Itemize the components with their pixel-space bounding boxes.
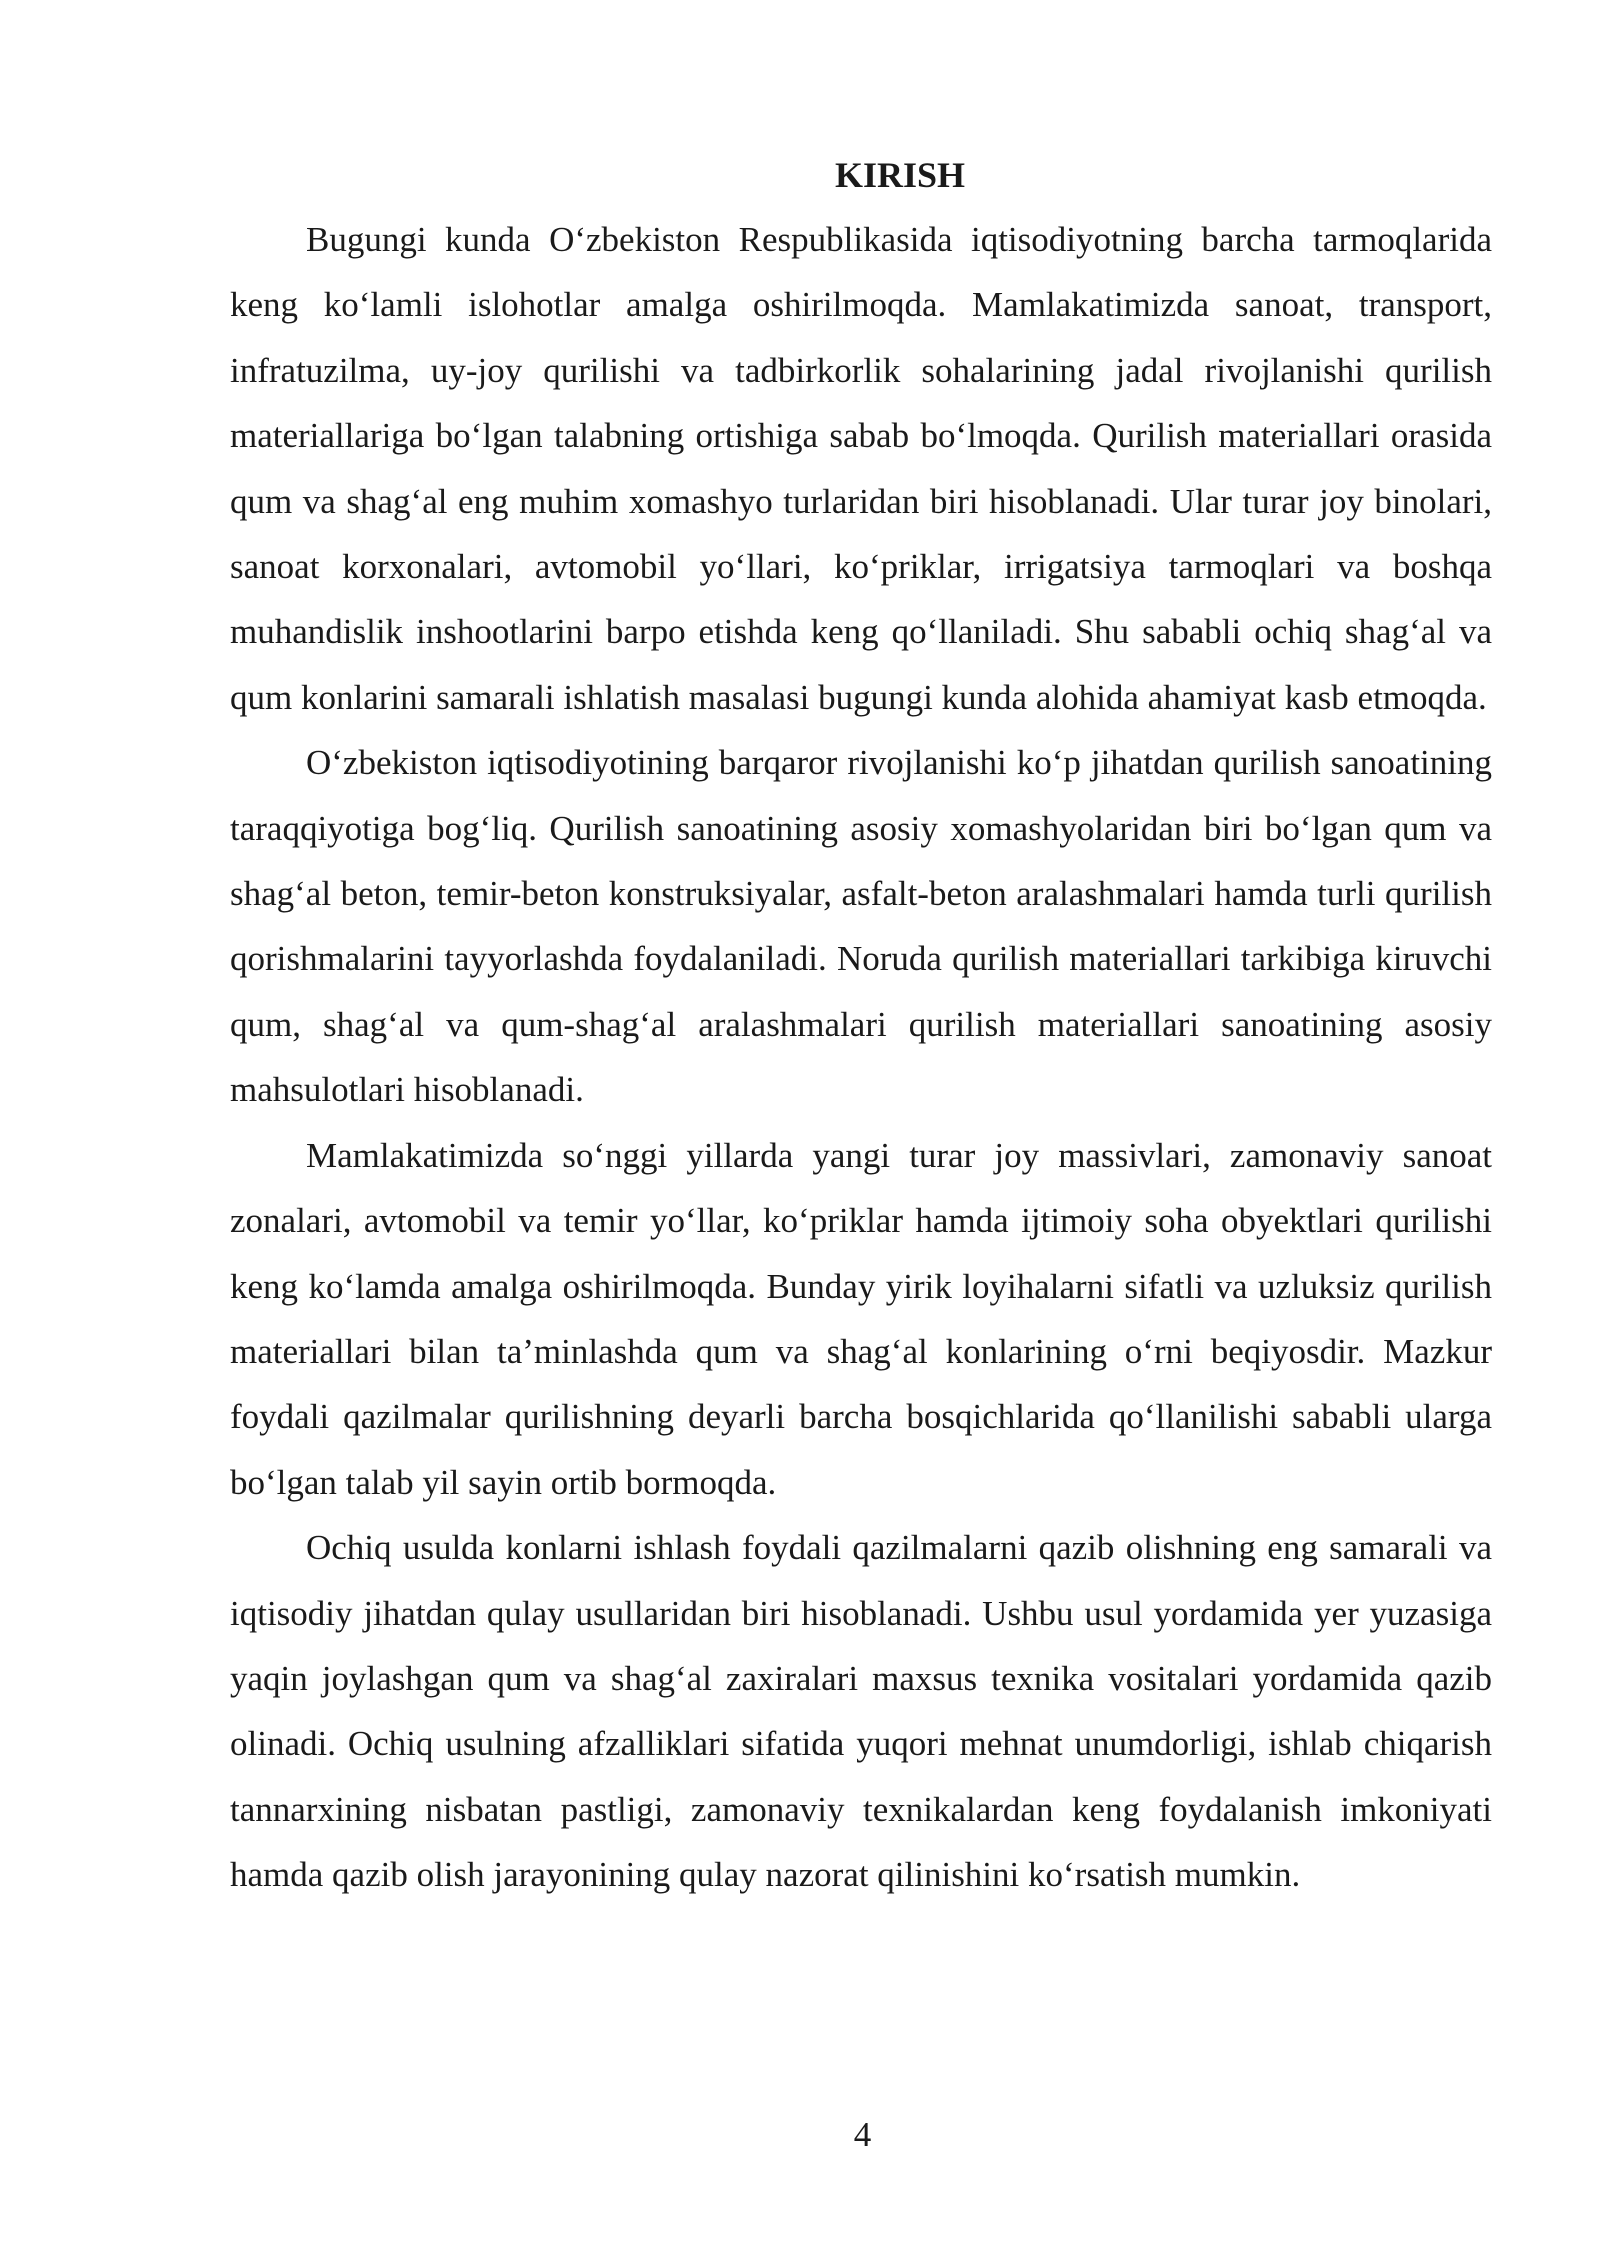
document-body <box>230 207 1492 1908</box>
page-title: KIRISH <box>834 155 966 195</box>
paragraph: Ochiq usulda konlarni ishlash foydali qazilmalarni qazib olishning eng samarali va iqtisodiy jihatdan qulay usullaridan biri hisoblanadi. Ushbu usul yordamida yer yuzasiga yaqin joylashgan qum va shag‘al zaxiralari maxsus texnika vositalari yordamida qazib olinadi. Ochiq usulning afzalliklari sifatida yuqori mehnat unumdorligi, ishlab chiqarish tannarxining nisbatan pastligi, zamonaviy texnikalardan keng foydalanish imkoniyati hamda qazib olish jarayonining qulay nazorat qilinishini ko‘rsatish mumkin. <box>230 1528 1492 1895</box>
paragraph: Mamlakatimizda so‘nggi yillarda yangi turar joy massivlari, zamonaviy sanoat zonalari, avtomobil va temir yo‘llar, ko‘priklar hamda ijtimoiy soha obyektlari qurilishi keng ko‘lamda amalga oshirilmoqda. Bunday yirik loyihalarni sifatli va uzluksiz qurilish materiallari bilan ta’minlashda qum va shag‘al konlarining o‘rni beqiyosdir. Mazkur foydali qazilmalar qurilishning deyarli barcha bosqichlarida qo‘llanilishi sababli ularga bo‘lgan talab yil sayin ortib bormoqda. <box>230 1135 1492 1502</box>
page-number: 4 <box>853 2115 872 2154</box>
paragraph: Bugungi kunda O‘zbekiston Respublikasida iqtisodiyotning barcha tarmoqlarida keng ko‘lamli islohotlar amalga oshirilmoqda. Mamlakatimizda sanoat, transport, infratuzilma, uy-joy qurilishi va tadbirkorlik sohalarining jadal rivojlanishi qurilish materiallariga bo‘lgan talabning ortishiga sabab bo‘lmoqda. Qurilish materiallari orasida qum va shag‘al eng muhim xomashyo turlaridan biri hisoblanadi. Ular turar joy binolari, sanoat korxonalari, avtomobil yo‘llari, ko‘priklar, irrigatsiya tarmoqlari va boshqa muhandislik inshootlarini barpo etishda keng qo‘llaniladi. Shu sababli ochiq shag‘al va qum konlarini samarali ishlatish masalasi bugungi kunda alohida ahamiyat kasb etmoqda. <box>230 220 1492 717</box>
paragraph: O‘zbekiston iqtisodiyotining barqaror rivojlanishi ko‘p jihatdan qurilish sanoatining taraqqiyotiga bog‘liq. Qurilish sanoatining asosiy xomashyolaridan biri bo‘lgan qum va shag‘al beton, temir-beton konstruksiyalar, asfalt-beton aralashmalari hamda turli qurilish qorishmalarini tayyorlashda foydalaniladi. Noruda qurilish materiallari tarkibiga kiruvchi qum, shag‘al va qum-shag‘al aralashmalari qurilish materiallari sanoatining asosiy mahsulotlari hisoblanadi. <box>230 743 1492 1110</box>
